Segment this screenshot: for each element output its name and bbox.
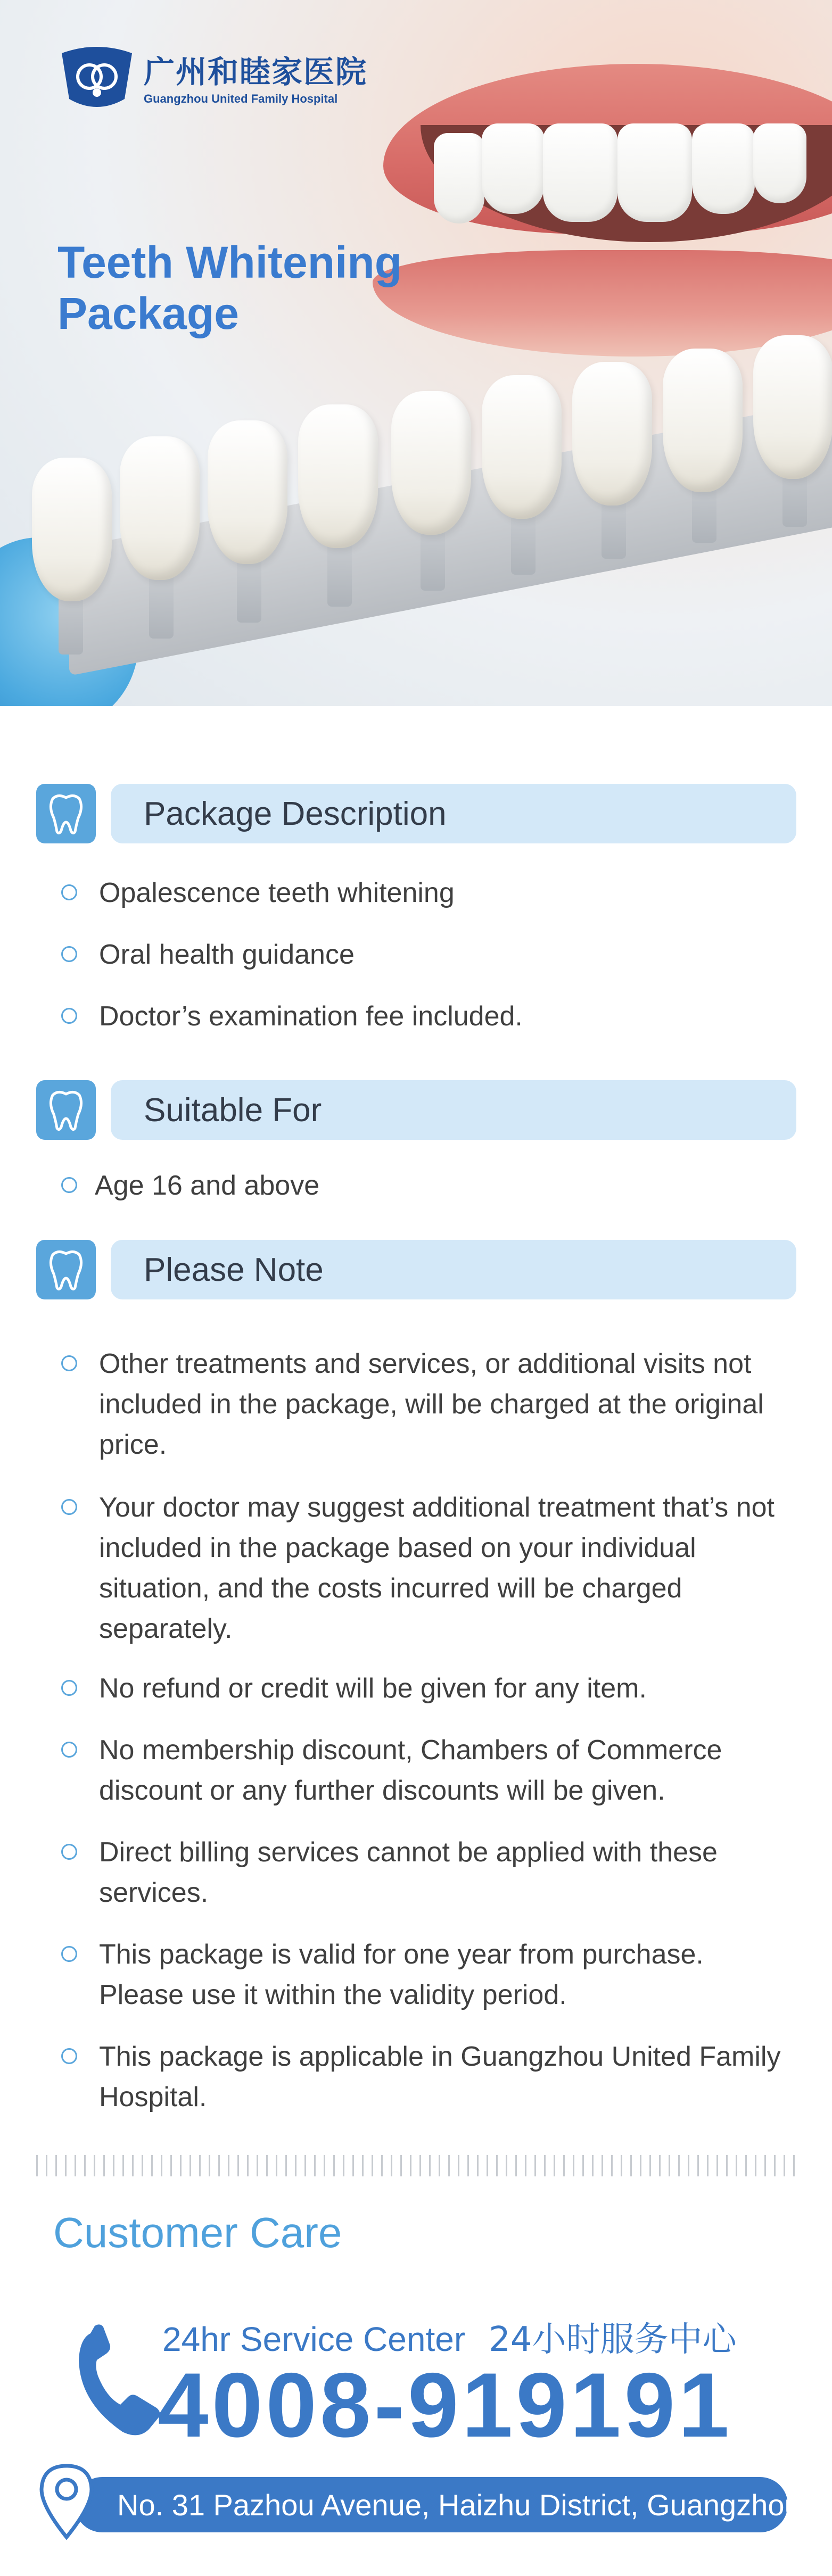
hero-banner [0, 0, 832, 706]
address-text: No. 31 Pazhou Avenue, Haizhu District, Guangzhou [117, 2488, 801, 2522]
section-title: Suitable For [111, 1080, 796, 1140]
list-item-text: Opalescence teeth whitening [99, 877, 455, 908]
section-title: Please Note [111, 1240, 796, 1299]
list-item-text: Your doctor may suggest additional treatment that’s not included in the package based on your individual situation, and the costs incurred will be charged separately. [99, 1492, 775, 1644]
title-line-2: Package [57, 288, 239, 338]
section-title: Package Description [111, 784, 796, 843]
section-header-suitable [36, 1080, 796, 1140]
hospital-logo [57, 44, 367, 115]
bullet-circle-icon [61, 1680, 77, 1696]
address-pill [75, 2477, 801, 2532]
logo-chinese-name: 广州和睦家医院 [144, 54, 368, 90]
bullet-circle-icon [61, 884, 77, 900]
list-item-text: This package is valid for one year from purchase. Please use it within the validity period. [99, 1939, 704, 2010]
upper-tooth [692, 123, 755, 214]
bullet-circle-icon [61, 1844, 77, 1860]
page-title [57, 237, 430, 339]
upper-tooth [543, 123, 617, 222]
shade-tooth [663, 349, 743, 492]
list-item-text: Direct billing services cannot be applied with these services. [99, 1837, 718, 1908]
shade-tooth [208, 420, 287, 564]
bullet-circle-icon [61, 1177, 77, 1193]
smile-lower-lip [373, 250, 832, 357]
bullet-circle-icon [61, 1008, 77, 1024]
phone-number[interactable]: 4008-919191 [158, 2354, 732, 2456]
logo-english-name: Guangzhou United Family Hospital [144, 92, 338, 105]
dashed-divider [36, 2155, 796, 2176]
service-center-en: 24hr Service Center [162, 2320, 466, 2358]
location-pin-icon [37, 2463, 96, 2542]
upper-tooth [753, 123, 806, 203]
customer-care-title: Customer Care [53, 2209, 342, 2256]
bullet-circle-icon [61, 1355, 77, 1371]
bullet-circle-icon [61, 1499, 77, 1515]
title-line-1: Teeth Whitening [57, 237, 402, 287]
bullet-circle-icon [61, 1742, 77, 1758]
list-item-text: Other treatments and services, or additional visits not included in the package, will be charged at the original price. [99, 1348, 764, 1460]
service-center-cn: 24小时服务中心 [489, 2320, 737, 2359]
bullet-circle-icon [61, 1946, 77, 1962]
list-item-text: Doctor’s examination fee included. [99, 1001, 523, 1032]
section-header-description [36, 784, 796, 843]
list-item-text: Oral health guidance [99, 939, 355, 970]
phone-icon [75, 2323, 165, 2440]
list-item-text: This package is applicable in Guangzhou United Family Hospital. [99, 2041, 781, 2113]
upper-tooth [617, 123, 692, 222]
ufh-logo-icon [57, 44, 136, 115]
shade-tooth [32, 458, 112, 601]
bullet-circle-icon [61, 2048, 77, 2064]
shade-tooth [391, 391, 471, 535]
list-item-text: No membership discount, Chambers of Commerce discount or any further discounts will be given. [99, 1735, 722, 1806]
shade-tooth [572, 362, 652, 506]
list-item-text: Age 16 and above [95, 1170, 320, 1201]
tooth-icon [36, 784, 96, 843]
list-item-text: No refund or credit will be given for any item. [99, 1673, 647, 1704]
shade-tooth [298, 404, 378, 548]
shade-tooth [120, 436, 200, 580]
section-header-note [36, 1240, 796, 1299]
bullet-circle-icon [61, 946, 77, 962]
upper-tooth [434, 133, 484, 223]
upper-tooth [482, 123, 545, 214]
shade-tooth [482, 375, 562, 519]
tooth-icon [36, 1240, 96, 1299]
shade-tooth [753, 335, 832, 479]
tooth-icon [36, 1080, 96, 1140]
